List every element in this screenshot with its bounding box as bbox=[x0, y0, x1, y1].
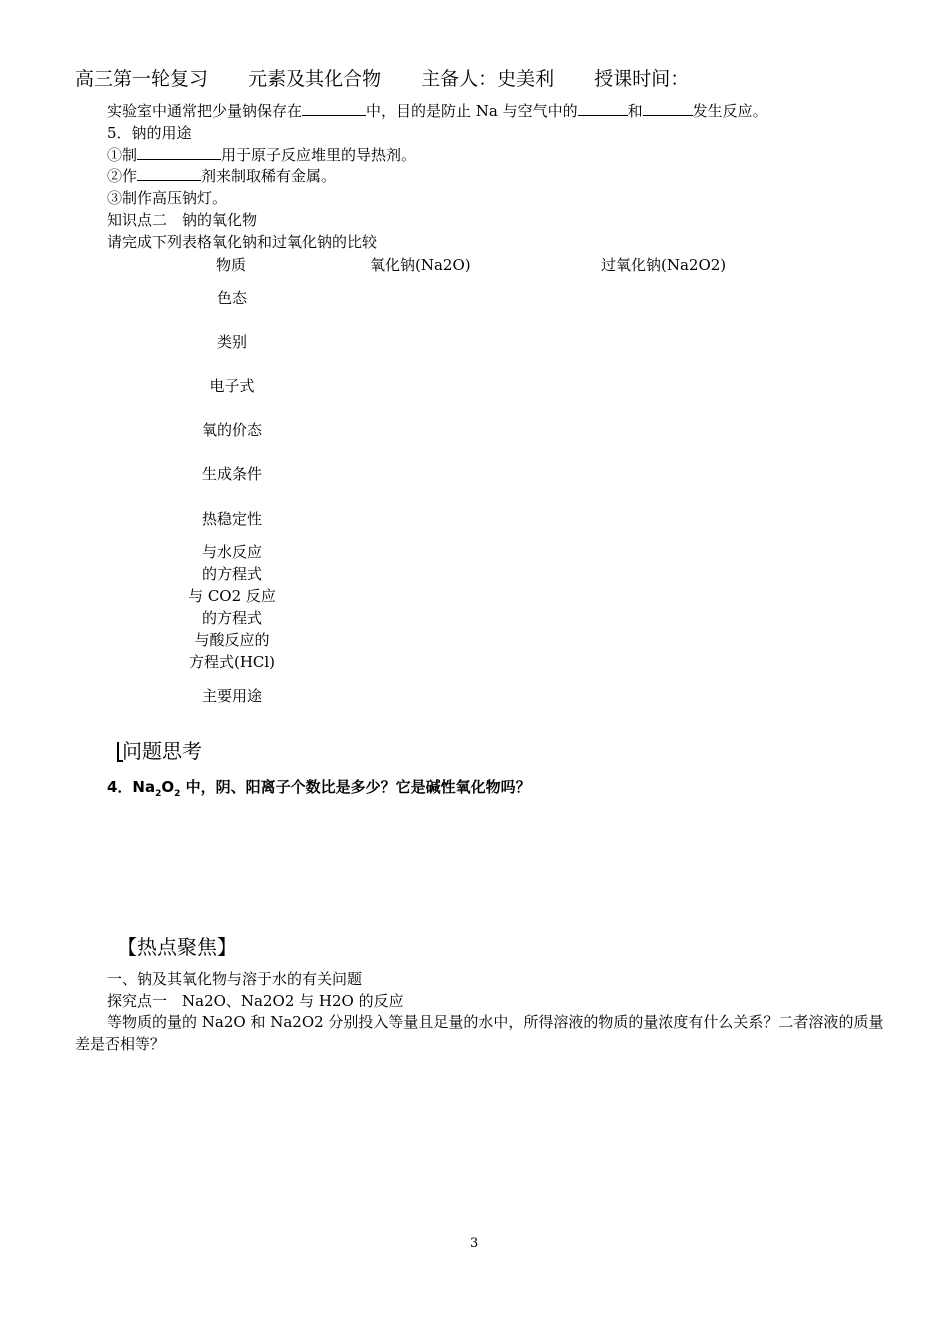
table-row-label: 方程式(HCl) bbox=[188, 653, 276, 671]
use-item-3: ③制作高压钠灯。 bbox=[107, 189, 228, 207]
table-row-label: 生成条件 bbox=[201, 465, 262, 483]
table-row-label: 色态 bbox=[216, 289, 247, 307]
storage-text-2: 中，目的是防止 Na 与空气中的 bbox=[366, 102, 578, 120]
uses-heading: 5．钠的用途 bbox=[107, 124, 192, 142]
topic-title: 元素及其化合物 bbox=[248, 68, 382, 90]
use-item-1 bbox=[107, 144, 416, 165]
class-time: 授课时间： bbox=[594, 68, 690, 90]
table-row-label: 与酸反应的 bbox=[194, 631, 270, 649]
knowledge-point: 知识点二 钠的氧化物 bbox=[107, 211, 258, 229]
use-item-2-text: 剂来制取稀有金属。 bbox=[201, 167, 337, 185]
hotspot-question-text: 等物质的量的 Na2O 和 Na2O2 分别投入等量且足量的水中，所得溶液的物质的量浓度有什么关系？二者溶液的质量差是否相等？ bbox=[75, 1013, 884, 1053]
table-row-label: 主要用途 bbox=[201, 687, 262, 705]
use-item-2 bbox=[107, 165, 336, 186]
instruction: 请完成下列表格氧化钠和过氧化钠的比较 bbox=[107, 233, 378, 251]
fill-blank[interactable] bbox=[643, 101, 693, 116]
document-header bbox=[75, 64, 723, 91]
table-row-label: 氧的价态 bbox=[201, 421, 262, 439]
hotspot-question bbox=[75, 1011, 885, 1055]
fill-blank[interactable] bbox=[137, 145, 221, 160]
table-row-label: 类别 bbox=[216, 333, 247, 351]
page-number: 3 bbox=[470, 1236, 479, 1251]
fill-blank[interactable] bbox=[578, 101, 628, 116]
table-row-label: 电子式 bbox=[209, 377, 255, 395]
table-row-label: 热稳定性 bbox=[201, 510, 262, 528]
storage-text-1: 实验室中通常把少量钠保存在 bbox=[107, 102, 303, 120]
table-header-na2o: 氧化钠(Na2O) bbox=[370, 256, 471, 274]
q4-subscript-1: 2 bbox=[155, 789, 162, 799]
fill-blank[interactable] bbox=[302, 101, 366, 116]
table-header-na2o2: 过氧化钠(Na2O2) bbox=[601, 256, 727, 274]
storage-text-3: 和 bbox=[627, 102, 643, 120]
table-row-label: 的方程式 bbox=[201, 609, 262, 627]
storage-line bbox=[107, 100, 768, 121]
q4-text: 中，阴、阳离子个数比是多少？它是碱性氧化物吗？ bbox=[180, 778, 531, 796]
fill-blank[interactable] bbox=[137, 166, 201, 181]
use-item-1-text: 用于原子反应堆里的导热剂。 bbox=[221, 146, 417, 164]
hotspot-title: 【热点聚焦】 bbox=[117, 935, 237, 959]
q4-oxygen: O bbox=[161, 778, 175, 796]
use-item-1-prefix: ①制 bbox=[107, 146, 138, 164]
table-header-substance: 物质 bbox=[216, 256, 247, 274]
table-row-label: 的方程式 bbox=[201, 565, 262, 583]
explore-point: 探究点一 Na2O、Na2O2 与 H2O 的反应 bbox=[107, 992, 404, 1010]
question-section-title: 问题思考 bbox=[122, 739, 202, 763]
question-4 bbox=[107, 776, 531, 799]
course-title: 高三第一轮复习 bbox=[75, 68, 209, 90]
q4-prefix: 4．Na bbox=[107, 778, 156, 796]
q4-subscript-2: 2 bbox=[174, 789, 181, 799]
use-item-2-prefix: ②作 bbox=[107, 167, 138, 185]
storage-text-4: 发生反应。 bbox=[692, 102, 768, 120]
hotspot-subtitle: 一、钠及其氧化物与溶于水的有关问题 bbox=[107, 970, 363, 988]
table-row-label: 与 CO2 反应 bbox=[188, 587, 276, 605]
preparer: 主备人：史美利 bbox=[421, 68, 555, 90]
table-row-label: 与水反应 bbox=[201, 543, 262, 561]
